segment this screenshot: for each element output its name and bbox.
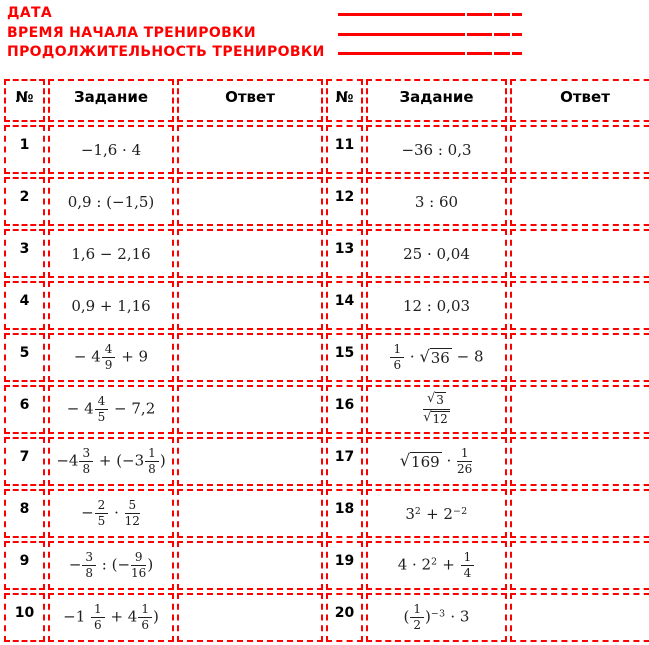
table-row xyxy=(4,385,649,434)
answer-cell xyxy=(510,177,649,226)
row-number-cell: 18 xyxy=(326,489,363,538)
task-cell: $4 \cdot 2^2$ + $\frac{1}{4}$ xyxy=(366,541,507,590)
column-header-task-right: Задание xyxy=(366,79,507,122)
answer-cell xyxy=(510,385,649,434)
row-number-cell: 7 xyxy=(4,437,45,486)
row-number-cell: 6 xyxy=(4,385,45,434)
header-row xyxy=(4,79,649,122)
fill-blank-segment xyxy=(467,33,492,36)
info-row-start-time xyxy=(7,22,649,42)
fill-blank-segment xyxy=(494,33,510,36)
answer-cell xyxy=(510,489,649,538)
task-cell: − $\frac{3}{8}$ : (− $\frac{9}{16}$ ) xyxy=(48,541,174,590)
task-cell: −36 : 0,3 xyxy=(366,125,507,174)
info-row-duration xyxy=(7,41,649,61)
square-root: √ 36 xyxy=(419,346,450,367)
fraction: $\frac{4}{5}$ xyxy=(95,395,109,424)
fill-blank-segment xyxy=(512,13,522,16)
fill-blank-segment xyxy=(512,52,522,55)
column-header-answer-left: Ответ xyxy=(177,79,323,122)
exponent: −3 xyxy=(430,608,446,620)
fill-blank-segment xyxy=(338,33,465,36)
fraction: $\frac{1}{6}$ xyxy=(91,603,105,632)
fill-blank-segment xyxy=(467,13,492,16)
task-cell: 12 : 0,03 xyxy=(366,281,507,330)
row-number-cell: 19 xyxy=(326,541,363,590)
column-header-number-left: № xyxy=(4,79,45,122)
task-cell: 1,6 − 2,16 xyxy=(48,229,174,278)
date-label: ДАТА xyxy=(7,5,53,21)
fill-blank-segment xyxy=(338,13,465,16)
column-header-task-left: Задание xyxy=(48,79,174,122)
exponent: 2 xyxy=(431,556,438,568)
task-cell: $\frac{1}{6}$ · √ 36 − 8 xyxy=(366,333,507,382)
table-row xyxy=(4,489,649,538)
fill-blank-segment xyxy=(467,52,492,55)
answer-cell xyxy=(177,385,323,434)
exercise-table xyxy=(1,76,649,645)
duration-fill-in-line xyxy=(338,52,522,55)
fill-blank-segment xyxy=(338,52,465,55)
table-row xyxy=(4,437,649,486)
table-row xyxy=(4,541,649,590)
task-cell: −4 $\frac{3}{8}$ + (−3 $\frac{1}{8}$ ) xyxy=(48,437,174,486)
duration-label: ПРОДОЛЖИТЕЛЬНОСТЬ ТРЕНИРОВКИ xyxy=(7,44,325,60)
row-number-cell: 8 xyxy=(4,489,45,538)
answer-cell xyxy=(510,229,649,278)
row-number-cell: 15 xyxy=(326,333,363,382)
column-header-answer-right: Ответ xyxy=(510,79,649,122)
fraction: $\frac{5}{12}$ xyxy=(124,498,140,528)
row-number-cell: 4 xyxy=(4,281,45,330)
fraction: $\frac{1}{6}$ xyxy=(138,603,152,632)
answer-cell xyxy=(177,489,323,538)
table-row xyxy=(4,333,649,382)
info-row-date xyxy=(7,2,649,22)
table-row xyxy=(4,125,649,174)
row-number-cell: 5 xyxy=(4,333,45,382)
row-number-cell: 14 xyxy=(326,281,363,330)
row-number-cell: 10 xyxy=(4,593,45,642)
start-time-label: ВРЕМЯ НАЧАЛА ТРЕНИРОВКИ xyxy=(7,24,256,41)
answer-cell xyxy=(510,593,649,642)
task-cell: ( $\frac{1}{2}$ )$^{-3}$ · 3 xyxy=(366,593,507,642)
column-header-number-right: № xyxy=(326,79,363,122)
fraction: $\frac{1}{6}$ xyxy=(390,343,404,372)
answer-cell xyxy=(510,125,649,174)
task-cell xyxy=(366,385,507,434)
answer-cell xyxy=(177,125,323,174)
task-cell: 0,9 : (−1,5) xyxy=(48,177,174,226)
square-root: √ 12 xyxy=(423,410,448,426)
task-cell: − 4 $\frac{4}{5}$ − 7,2 xyxy=(48,385,174,434)
answer-cell xyxy=(510,281,649,330)
square-root: √ 169 xyxy=(399,450,440,471)
row-number-cell: 11 xyxy=(326,125,363,174)
fill-blank-segment xyxy=(494,13,510,16)
answer-cell xyxy=(177,229,323,278)
row-number-cell: 17 xyxy=(326,437,363,486)
table-row xyxy=(4,229,649,278)
fraction: $\frac{4}{9}$ xyxy=(102,343,116,372)
task-cell: −1 $\frac{1}{6}$ + 4 $\frac{1}{6}$ ) xyxy=(48,593,174,642)
task-cell: 0,9 + 1,16 xyxy=(48,281,174,330)
fraction: $\frac{3}{8}$ xyxy=(79,447,93,476)
row-number-cell: 16 xyxy=(326,385,363,434)
row-number-cell: 12 xyxy=(326,177,363,226)
answer-cell xyxy=(510,437,649,486)
table-row xyxy=(4,593,649,642)
row-number-cell: 20 xyxy=(326,593,363,642)
row-number-cell: 9 xyxy=(4,541,45,590)
fill-blank-segment xyxy=(494,52,510,55)
task-cell: − 4 $\frac{4}{9}$ + 9 xyxy=(48,333,174,382)
task-cell: 25 · 0,04 xyxy=(366,229,507,278)
fraction: $\frac{9}{16}$ xyxy=(131,550,147,580)
answer-cell xyxy=(510,541,649,590)
fraction: $\frac{1}{8}$ xyxy=(145,447,159,476)
fraction: $\frac{2}{5}$ xyxy=(95,499,109,528)
answer-cell xyxy=(177,333,323,382)
task-cell: √ 169 · $\frac{1}{26}$ xyxy=(366,437,507,486)
task-cell: 3 : 60 xyxy=(366,177,507,226)
row-number-cell: 3 xyxy=(4,229,45,278)
exponent: −2 xyxy=(452,505,468,517)
exponent: 2 xyxy=(414,505,422,517)
fraction: $\frac{3}{8}$ xyxy=(82,551,96,580)
fraction: $\frac{1}{2}$ xyxy=(410,603,424,632)
fraction: $\frac{1}{26}$ xyxy=(457,446,473,476)
row-number-cell: 13 xyxy=(326,229,363,278)
date-fill-in-line xyxy=(338,13,522,16)
square-root: √ 3 xyxy=(427,391,444,408)
row-number-cell: 2 xyxy=(4,177,45,226)
task-cell: −1,6 · 4 xyxy=(48,125,174,174)
answer-cell xyxy=(510,333,649,382)
start-time-fill-in-line xyxy=(338,33,522,36)
table-row xyxy=(4,177,649,226)
row-number-cell: 1 xyxy=(4,125,45,174)
training-info-header xyxy=(7,2,649,61)
answer-cell xyxy=(177,541,323,590)
answer-cell xyxy=(177,177,323,226)
answer-cell xyxy=(177,281,323,330)
fraction: $\frac{1}{4}$ xyxy=(461,551,475,580)
fill-blank-segment xyxy=(512,33,522,36)
task-cell: − $\frac{2}{5}$ · $\frac{5}{12}$ xyxy=(48,489,174,538)
fraction xyxy=(423,392,450,427)
answer-cell xyxy=(177,437,323,486)
task-cell: $3^2 + 2^{-2}$ xyxy=(366,489,507,538)
answer-cell xyxy=(177,593,323,642)
table-row xyxy=(4,281,649,330)
